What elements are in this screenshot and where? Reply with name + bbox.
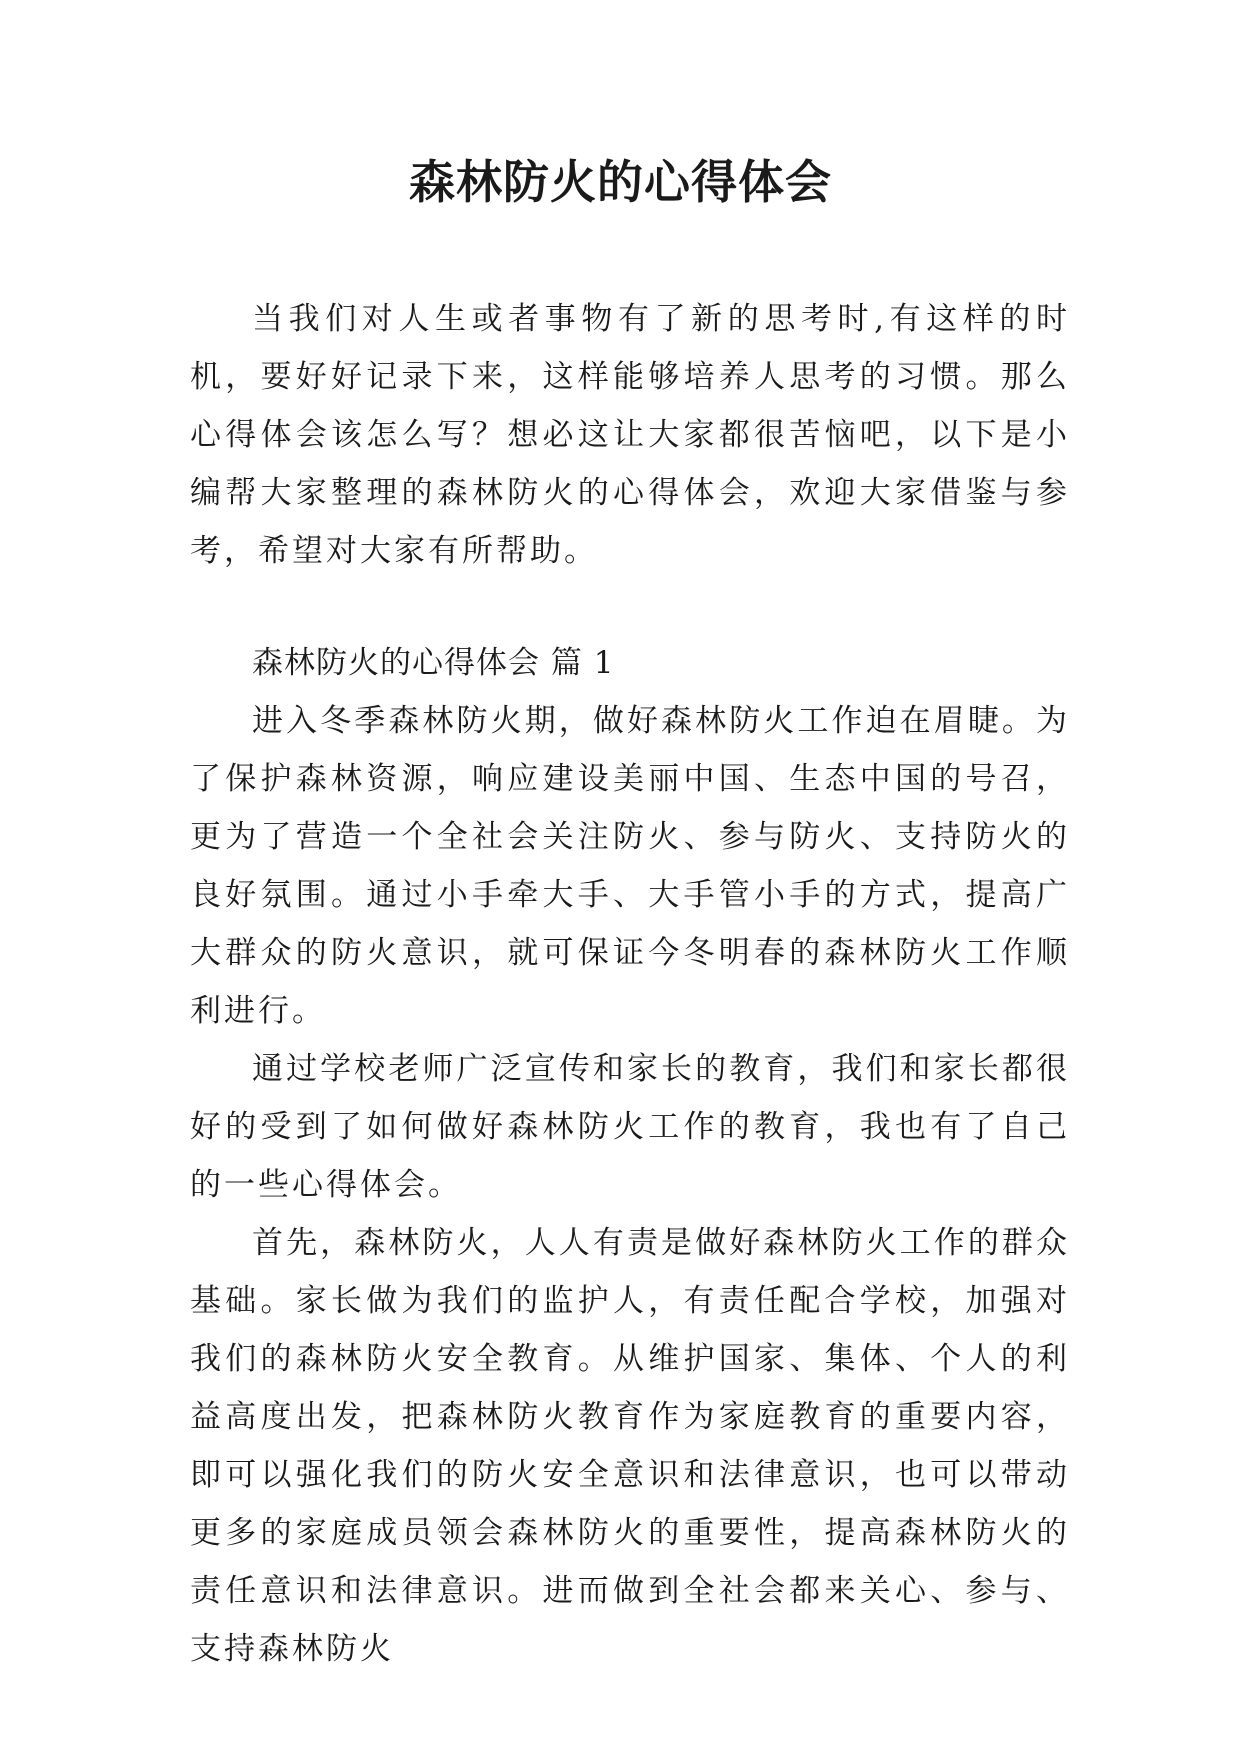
section-heading: 森林防火的心得体会 篇 1 xyxy=(252,645,615,681)
body-paragraph-2: 通过学校老师广泛宣传和家长的教育，我们和家长都很好的受到了如何做好森林防火工作的教育，我也有了自己的一些心得体会。 xyxy=(190,1051,1070,1203)
intro-block xyxy=(190,290,1070,580)
intro-paragraph: 当我们对人生或者事物有了新的思考时,有这样的时机，要好好记录下来，这样能够培养人思考的习惯。那么心得体会该怎么写？想必这让大家都很苦恼吧，以下是小编帮大家整理的森林防火的心得体会，欢迎大家借鉴与参考，希望对大家有所帮助。 xyxy=(190,301,1070,569)
body-paragraph-1: 进入冬季森林防火期，做好森林防火工作迫在眉睫。为了保护森林资源，响应建设美丽中国、生态中国的号召，更为了营造一个全社会关注防火、参与防火、支持防火的良好氛围。通过小手牵大手、大手管小手的方式，提高广大群众的防火意识，就可保证今冬明春的森林防火工作顺利进行。 xyxy=(190,703,1070,1029)
document-title: 森林防火的心得体会 xyxy=(409,155,832,209)
content-block xyxy=(190,634,1070,1678)
body-paragraph-3: 首先，森林防火，人人有责是做好森林防火工作的群众基础。家长做为我们的监护人，有责任配合学校，加强对我们的森林防火安全教育。从维护国家、集体、个人的利益高度出发，把森林防火教育作为家庭教育的重要内容，即可以强化我们的防火安全意识和法律意识，也可以带动更多的家庭成员领会森林防火的重要性，提高森林防火的责任意识和法律意识。进而做到全社会都来关心、参与、支持森林防火 xyxy=(190,1225,1070,1667)
